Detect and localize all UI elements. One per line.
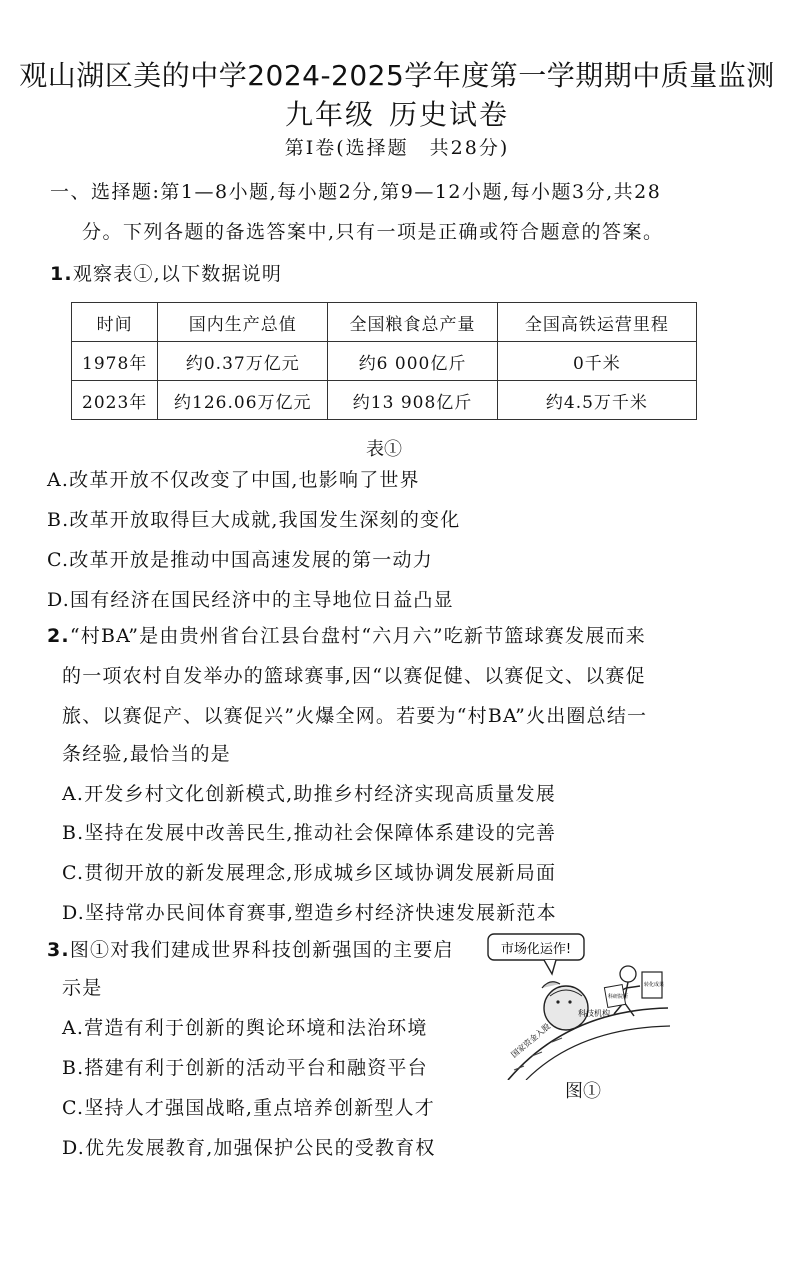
question-2-option-d: D.坚持常办民间体育赛事,塑造乡村经济快速发展新范本 [62,902,557,924]
ball-eye [556,1000,559,1003]
question-2-stem-line-1 [47,616,646,656]
question-3-number: 3. [47,939,70,961]
question-1-stem [50,254,282,294]
runner-head [620,966,636,982]
runner-sign-text: 科研院所 [608,994,629,1000]
table-header: 国内生产总值 [158,303,328,342]
speech-bubble-tail [544,960,556,974]
question-2-stem-line-3: 旅、以赛促产、以赛促兴”火爆全网。若要为“村BA”火出圈总结一 [62,705,648,727]
question-3-option-d: D.优先发展教育,加强保护公民的受教育权 [62,1137,436,1159]
question-1-option-a: A.改革开放不仅改变了中国,也影响了世界 [47,469,420,491]
speech-bubble-text: 市场化运作! [500,942,572,957]
road-edge-bottom [526,1026,670,1080]
cartoon-figure [478,930,678,1080]
instructions-line-2: 分。下列各题的备选答案中,只有一项是正确或符合题意的答案。 [82,221,664,243]
table-cell: 2023年 [72,381,158,420]
subject-label: 历史试卷 [389,98,510,131]
question-1-option-b: B.改革开放取得巨大成就,我国发生深刻的变化 [47,509,461,531]
exam-title: 观山湖区美的中学2024-2025学年度第一学期期中质量监测 [19,59,775,92]
exam-subtitle [0,96,794,134]
question-2-option-c: C.贯彻开放的新发展理念,形成城乡区域协调发展新局面 [62,862,557,884]
ball-eye [568,1000,571,1003]
table-row [72,381,697,420]
table-cell: 1978年 [72,342,158,381]
ball-label: 科技机构 [578,1009,610,1018]
table-header: 全国高铁运营里程 [497,303,696,342]
instructions-line-1: 一、选择题:第1—8小题,每小题2分,第9—12小题,每小题3分,共28 [50,181,662,203]
data-table [71,302,697,420]
question-1-option-d: D.国有经济在国民经济中的主导地位日益凸显 [47,589,454,611]
ball-character [544,986,588,1030]
question-3-option-b: B.搭建有利于创新的活动平台和融资平台 [62,1057,428,1079]
table-cell: 约126.06万亿元 [158,381,328,420]
question-3-option-c: C.坚持人才强国战略,重点培养创新型人才 [62,1097,435,1119]
question-2-stem-line-2: 的一项农村自发举办的篮球赛事,因“以赛促健、以赛促文、以赛促 [62,665,646,687]
question-2-number: 2. [47,625,70,647]
table-header-row [72,303,697,342]
board-text: 转化成果 [644,982,665,988]
section-heading: 第Ⅰ卷(选择题 共28分) [284,137,510,159]
table-header: 全国粮食总产量 [328,303,498,342]
question-3-stem-line-1 [47,930,454,970]
table-cell: 0千米 [497,342,696,381]
table-cell: 约6 000亿斤 [328,342,498,381]
question-2-option-a: A.开发乡村文化创新模式,助推乡村经济实现高质量发展 [62,783,557,805]
question-2-text: “村BA”是由贵州省台江县台盘村“六月六”吃新节篮球赛发展而来 [69,625,646,647]
question-3-text: 图①对我们建成世界科技创新强国的主要启 [69,939,454,961]
grade-label: 九年级 [284,98,375,131]
question-1-text: 观察表①,以下数据说明 [72,263,283,285]
table-cell: 约4.5万千米 [497,381,696,420]
table-header: 时间 [72,303,158,342]
road-label: 国家资金入股 [509,1021,553,1060]
table-row [72,342,697,381]
table-cell: 约13 908亿斤 [328,381,498,420]
question-2-option-b: B.坚持在发展中改善民生,推动社会保障体系建设的完善 [62,822,557,844]
question-1-number: 1. [50,263,73,285]
figure-caption: 图① [565,1081,601,1102]
question-3-stem-line-2: 示是 [62,977,103,999]
question-3-option-a: A.营造有利于创新的舆论环境和法治环境 [62,1017,428,1039]
question-1-option-c: C.改革开放是推动中国高速发展的第一动力 [47,549,433,571]
table-caption: 表① [366,439,402,460]
question-2-stem-line-4: 条经验,最恰当的是 [62,743,231,765]
table-cell: 约0.37万亿元 [158,342,328,381]
